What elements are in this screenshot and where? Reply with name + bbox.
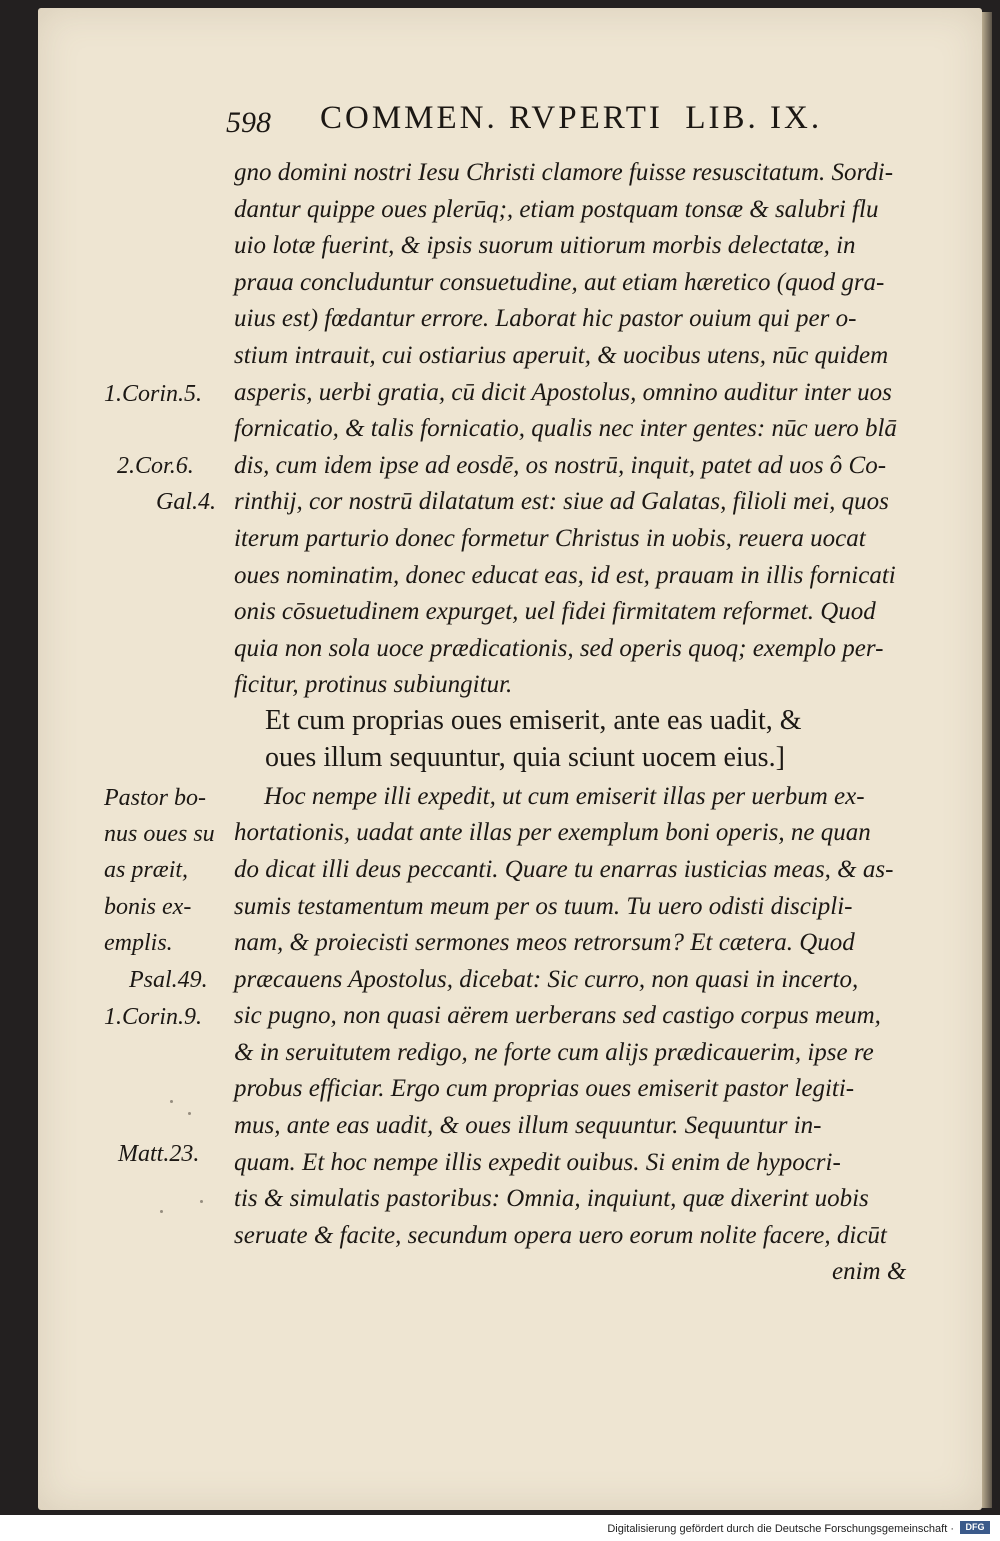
margin-note-gloss: Pastor bo-	[104, 785, 206, 811]
book-page-edge	[982, 12, 992, 1508]
text-line: & in seruitutem redigo, ne forte cum alijs prædicauerim, ipse re	[234, 1039, 874, 1066]
text-line: Hoc nempe illi expedit, ut cum emiserit illas per uerbum ex-	[264, 783, 865, 810]
margin-note-gloss: as præit,	[104, 857, 189, 883]
text-line: probus efficiar. Ergo cum proprias oues emiserit pastor legiti-	[234, 1075, 855, 1102]
text-line: onis cōsuetudinem expurget, uel fidei firmitatem reformet. Quod	[234, 598, 876, 625]
margin-note-gloss: emplis.	[104, 930, 173, 956]
text-line: rinthij, cor nostrū dilatatum est: siue ad Galatas, filioli mei, quos	[234, 488, 889, 515]
margin-note-reference: Gal.4.	[156, 489, 216, 515]
text-line: uius est) fœdantur errore. Laborat hic pastor ouium qui per o-	[234, 305, 857, 332]
text-line: sumis testamentum meum per os tuum. Tu uero odisti discipli-	[234, 893, 853, 920]
ink-speck	[200, 1200, 203, 1203]
margin-note-reference: Matt.23.	[118, 1141, 200, 1167]
dfg-logo: DFG	[960, 1521, 990, 1534]
text-line: quia non sola uoce prædicationis, sed operis quoq; exemplo per-	[234, 635, 884, 662]
text-line: ficitur, protinus subiungitur.	[234, 671, 513, 698]
text-line: iterum parturio donec formetur Christus in uobis, reuera uocat	[234, 525, 866, 552]
digitization-footer	[0, 1515, 1000, 1541]
lemma-line: oues illum sequuntur, quia sciunt uocem eius.]	[265, 742, 785, 773]
text-line: fornicatio, & talis fornicatio, qualis nec inter gentes: nūc uero blā	[234, 415, 897, 442]
ink-speck	[188, 1112, 191, 1115]
text-line: uio lotæ fuerint, & ipsis suorum uitiorum morbis delectatæ, in	[234, 232, 856, 259]
text-line: tis & simulatis pastoribus: Omnia, inquiunt, quæ dixerint uobis	[234, 1185, 869, 1212]
text-line: do dicat illi deus peccanti. Quare tu enarras iusticias meas, & as-	[234, 856, 894, 883]
text-line: dantur quippe oues plerūq;, etiam postquam tonsæ & salubri flu	[234, 196, 879, 223]
text-line: stium intrauit, cui ostiarius aperuit, & uocibus utens, nūc quidem	[234, 342, 889, 369]
running-title: COMMEN. RVPERTI LIB. IX.	[320, 100, 823, 136]
margin-note-reference: Psal.49.	[129, 967, 208, 993]
text-line: oues nominatim, donec educat eas, id est, prauam in illis fornicati	[234, 562, 896, 589]
catchword: enim &	[832, 1258, 907, 1285]
page-number: 598	[226, 106, 271, 139]
margin-note-gloss: nus oues su	[104, 821, 215, 847]
text-line: asperis, uerbi gratia, cū dicit Apostolus, omnino auditur inter uos	[234, 379, 892, 406]
text-line: dis, cum idem ipse ad eosdē, os nostrū, inquit, patet ad uos ô Co-	[234, 452, 887, 479]
margin-note-gloss: bonis ex-	[104, 894, 192, 920]
running-header	[226, 100, 876, 144]
text-line: præcauens Apostolus, dicebat: Sic curro, non quasi in incerto,	[234, 966, 859, 993]
footer-credit: Digitalisierung gefördert durch die Deutsche Forschungsgemeinschaft ·	[607, 1523, 954, 1535]
text-line: gno domini nostri Iesu Christi clamore fuisse resuscitatum. Sordi-	[234, 159, 894, 186]
text-line: quam. Et hoc nempe illis expedit ouibus. Si enim de hypocri-	[234, 1149, 841, 1176]
ink-speck	[160, 1210, 163, 1213]
text-line: nam, & proiecisti sermones meos retrorsum? Et cætera. Quod	[234, 929, 855, 956]
text-line: hortationis, uadat ante illas per exemplum boni operis, ne quan	[234, 819, 871, 846]
margin-note-reference: 1.Corin.5.	[104, 381, 203, 407]
text-line: sic pugno, non quasi aërem uerberans sed castigo corpus meum,	[234, 1002, 881, 1029]
margin-note-reference: 2.Cor.6.	[117, 453, 194, 479]
margin-note-reference: 1.Corin.9.	[104, 1004, 203, 1030]
text-line: seruate & facite, secundum opera uero eorum nolite facere, dicūt	[234, 1222, 887, 1249]
text-line: praua concluduntur consuetudine, aut etiam hæretico (quod gra-	[234, 269, 885, 296]
lemma-line: Et cum proprias oues emiserit, ante eas uadit, &	[265, 705, 802, 736]
text-line: mus, ante eas uadit, & oues illum sequuntur. Sequuntur in-	[234, 1112, 822, 1139]
ink-speck	[170, 1100, 173, 1103]
